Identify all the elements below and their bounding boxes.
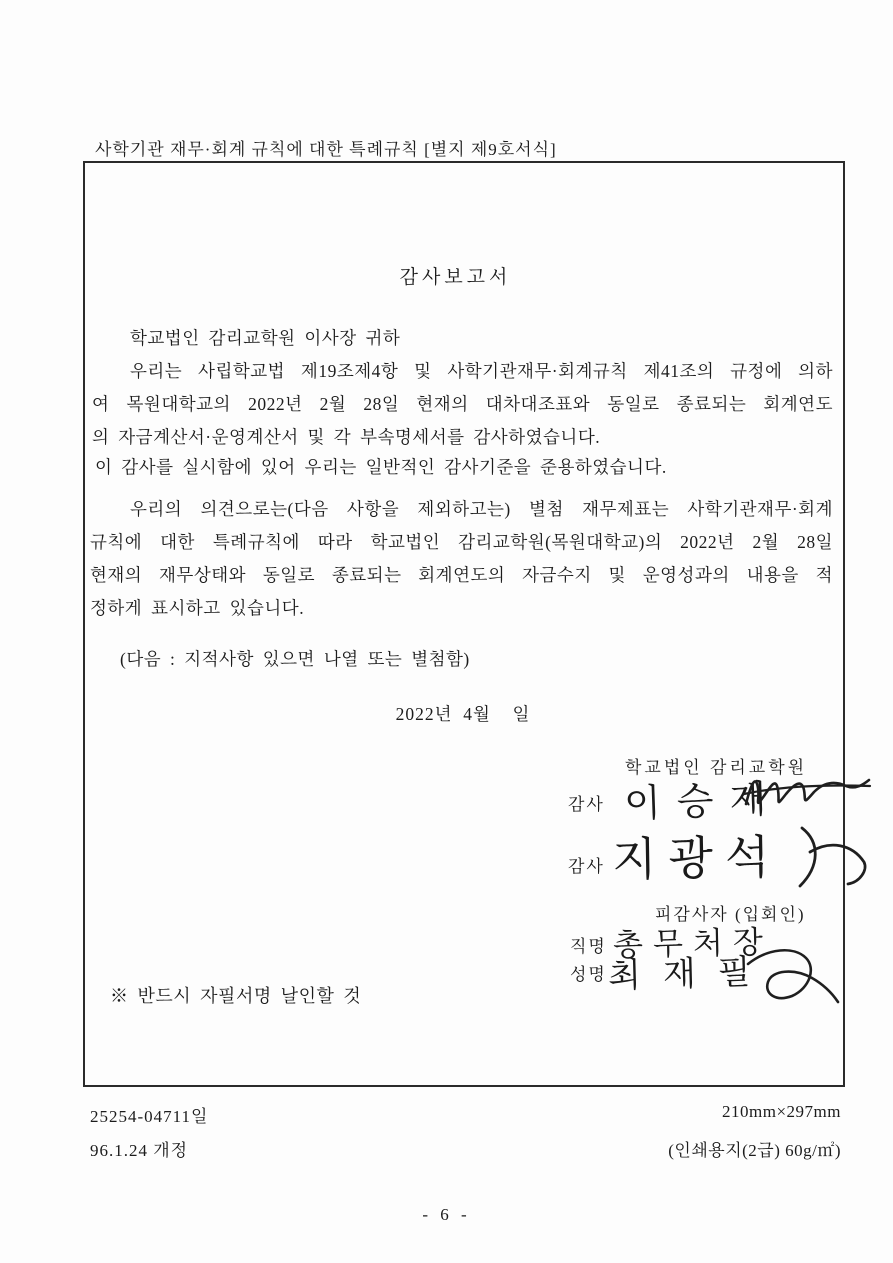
form-header: 사학기관 재무·회계 규칙에 대한 특례규칙 [별지 제9호서식] <box>95 140 557 159</box>
body-line: 이 감사를 실시함에 있어 우리는 일반적인 감사기준을 준용하였습니다. <box>95 457 667 477</box>
remark-line: (다음 : 지적사항 있으면 나열 또는 별첨함) <box>120 649 470 669</box>
body-line: 여 목원대학교의 2022년 2월 28일 현재의 대차대조표와 동일로 종료되는 회계연도 <box>92 394 833 414</box>
name-label: 성명 <box>570 965 607 984</box>
date-line: 2022년 4월 일 <box>395 704 531 724</box>
auditee-signature-scribble <box>742 944 842 1006</box>
body-line: 의 자금계산서·운영계산서 및 각 부속명세서를 감사하였습니다. <box>92 427 601 447</box>
auditor2-handwritten-name: 지광석 <box>611 831 782 886</box>
body-line: 우리의 의견으로는(다음 사항을 제외하고는) 별첨 재무제표는 사학기관재무·회계 <box>130 499 833 519</box>
auditor1-signature-scribble <box>742 770 872 815</box>
auditor-label: 감사 <box>568 795 605 814</box>
signature-org-name: 학교법인 감리교학원 <box>625 758 808 777</box>
body-line: 규칙에 대한 특례규칙에 따라 학교법인 감리교학원(목원대학교)의 2022년 2월 28일 <box>90 532 833 552</box>
auditor1-handwritten-name: 이승재 <box>623 778 783 826</box>
name-handwritten-value: 최재필 <box>607 953 774 996</box>
report-title: 감사보고서 <box>399 267 512 288</box>
footer-doc-code: 25254-04711일 <box>90 1107 209 1126</box>
position-label: 직명 <box>570 937 607 956</box>
sign-note: ※ 반드시 자필서명 날인할 것 <box>110 986 362 1006</box>
footer-paper-size: 210mm×297mm <box>722 1102 841 1121</box>
footer-paper-spec: (인쇄용지(2급) 60g/㎡) <box>668 1141 841 1160</box>
auditor-label: 감사 <box>568 857 605 876</box>
page-number: - 6 - <box>422 1205 471 1224</box>
auditee-header: 피감사자 (입회인) <box>655 905 806 924</box>
auditor2-signature-scribble <box>790 822 870 892</box>
body-line: 정하게 표시하고 있습니다. <box>90 598 305 618</box>
position-handwritten-value: 총무처장 <box>612 924 774 963</box>
body-line-addressee: 학교법인 감리교학원 이사장 귀하 <box>130 328 401 348</box>
body-line: 현재의 재무상태와 동일로 종료되는 회계연도의 자금수지 및 운영성과의 내용을 적 <box>90 565 833 585</box>
body-line: 우리는 사립학교법 제19조제4항 및 사학기관재무·회계규칙 제41조의 규정에 의하 <box>130 361 833 381</box>
footer-revision: 96.1.24 개정 <box>90 1141 189 1160</box>
